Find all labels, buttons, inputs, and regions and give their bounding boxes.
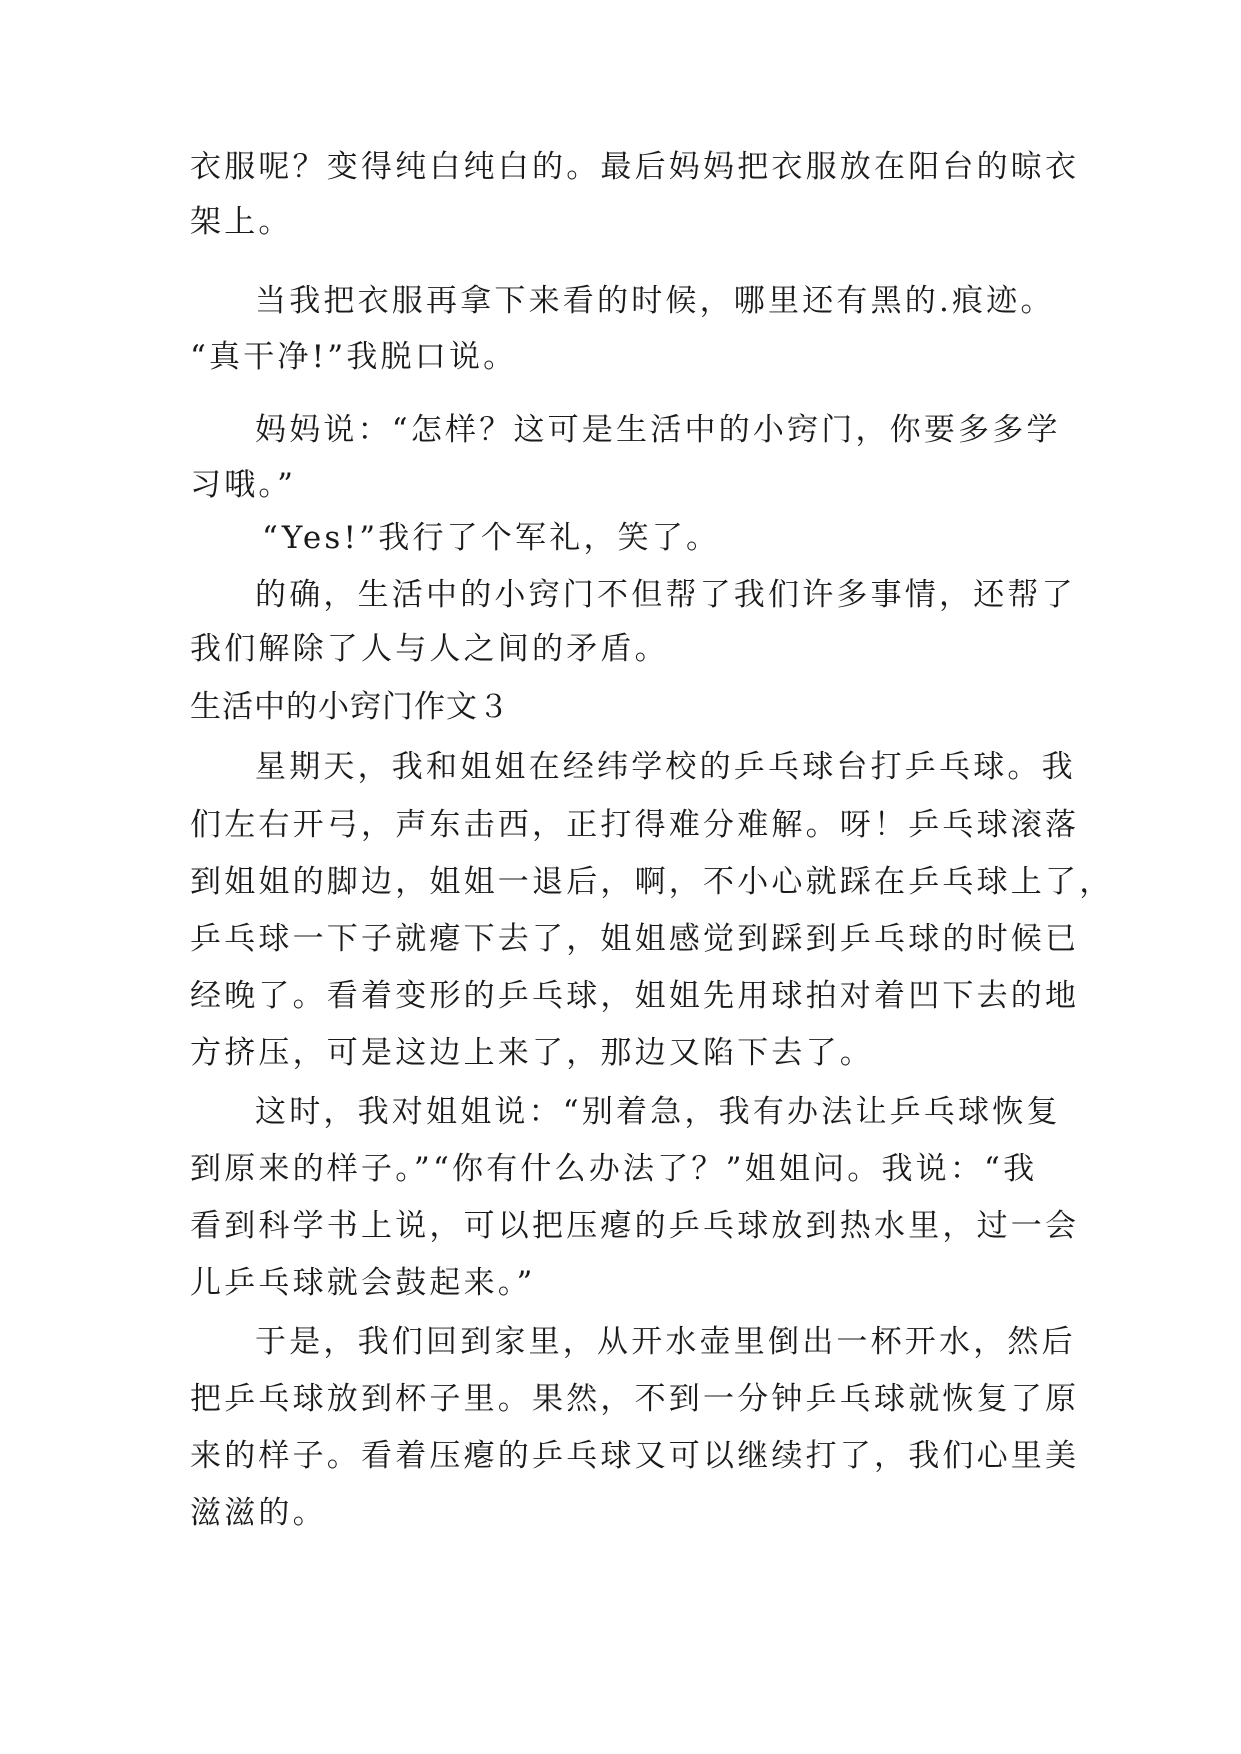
text-line: 妈妈说：“怎样？这可是生活中的小窍门，你要多多学 [255, 412, 1061, 448]
text-line: 滋滋的。 [190, 1495, 327, 1531]
text-line: “真干净!”我脱口说。 [190, 339, 518, 375]
text-line: 星期天，我和姐姐在经纬学校的乒乓球台打乒乓球。我 [255, 749, 1076, 785]
text-line: 到姐姐的脚边，姐姐一退后，啊，不小心就踩在乒乓球上了， [190, 864, 1114, 900]
text-line: 习哦。” [190, 467, 297, 503]
text-line: 来的样子。看着压瘪的乒乓球又可以继续打了，我们心里美 [190, 1438, 1080, 1474]
text-line: 架上。 [190, 204, 293, 240]
section-heading: 生活中的小窍门作文３ [190, 689, 510, 725]
text-line: 当我把衣服再拿下来看的时候，哪里还有黑的.痕迹。 [255, 283, 1055, 319]
text-line: 衣服呢？变得纯白纯白的。最后妈妈把衣服放在阳台的晾衣 [190, 149, 1080, 185]
text-line: 看到科学书上说，可以把压瘪的乒乓球放到热水里，过一会 [190, 1208, 1080, 1244]
text-line: 我们解除了人与人之间的矛盾。 [190, 631, 669, 667]
text-line: 儿乒乓球就会鼓起来。” [190, 1265, 536, 1301]
text-line: 这时，我对姐姐说：“别着急，我有办法让乒乓球恢复 [255, 1094, 1061, 1130]
text-line: 经晚了。看着变形的乒乓球，姐姐先用球拍对着凹下去的地 [190, 978, 1080, 1014]
text-line: 到原来的样子。”“你有什么办法了？”姐姐问。我说：“我 [190, 1151, 1038, 1187]
text-line: 方挤压，可是这边上来了，那边又陷下去了。 [190, 1035, 874, 1071]
text-line: 们左右开弓，声东击西，正打得难分难解。呀！乒乓球滚落 [190, 807, 1080, 843]
text-line: 于是，我们回到家里，从开水壶里倒出一杯开水，然后 [255, 1324, 1076, 1360]
text-line: 把乒乓球放到杯子里。果然，不到一分钟乒乓球就恢复了原 [190, 1381, 1080, 1417]
text-line: “Yes!”我行了个军礼，笑了。 [262, 520, 721, 556]
text-line: 的确，生活中的小窍门不但帮了我们许多事情，还帮了 [255, 577, 1076, 613]
text-line: 乒乓球一下子就瘪下去了，姐姐感觉到踩到乒乓球的时候已 [190, 921, 1080, 957]
